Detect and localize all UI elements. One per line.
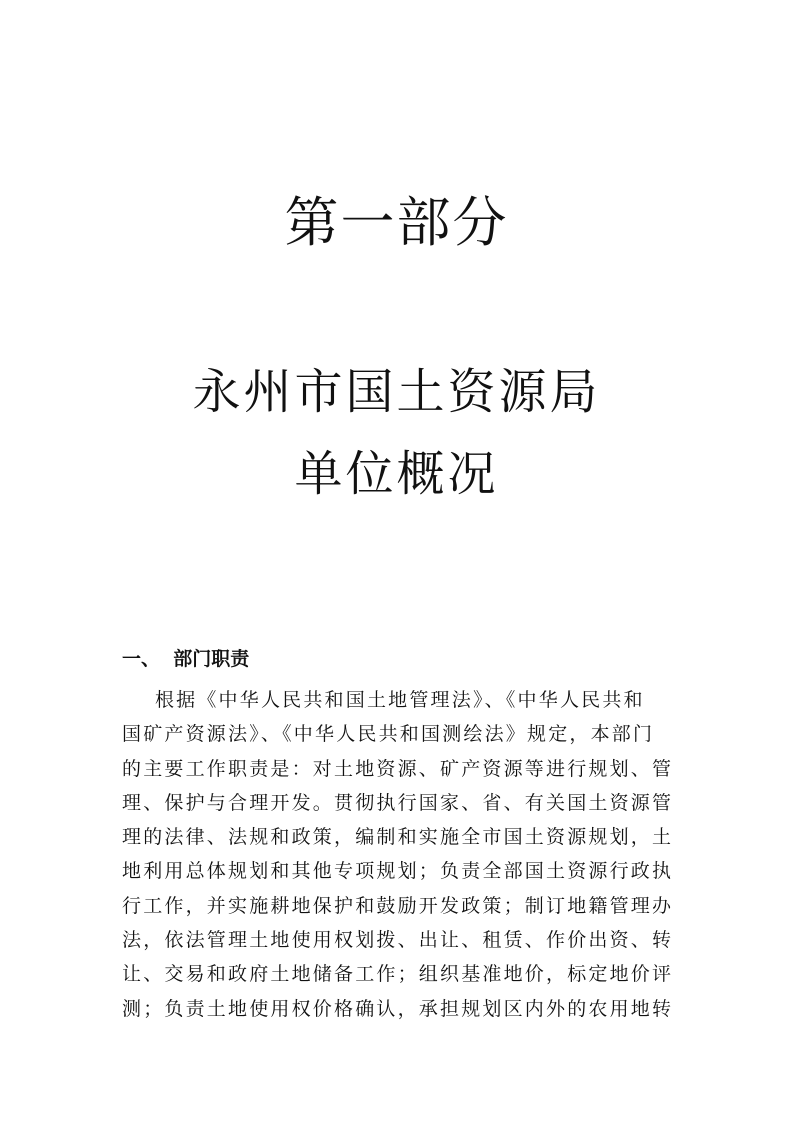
paragraph-line: 让、交易和政府土地储备工作；组织基准地价，标定地价评 (122, 963, 674, 986)
paragraph-line: 测；负责土地使用权价格确认，承担规划区内外的农用地转 (122, 997, 674, 1020)
duties-paragraph (122, 683, 678, 1026)
paragraph-line: 法，依法管理土地使用权划拨、出让、租赁、作价出资、转 (122, 929, 674, 952)
paragraph-line: 的主要工作职责是：对土地资源、矿产资源等进行规划、管 (122, 757, 674, 780)
unit-title-line2: 单位概况 (294, 446, 499, 502)
paragraph-line: 国矿产资源法》、《中华人民共和国测绘法》规定，本部门 (122, 723, 655, 746)
paragraph-line: 根据《中华人民共和国土地管理法》、《中华人民共和 (122, 689, 645, 711)
part-title: 第一部分 (284, 191, 509, 254)
section-heading-duties: 一、 部门职责 (122, 648, 250, 670)
paragraph-line: 行工作，并实施耕地保护和鼓励开发政策；制订地籍管理办 (122, 894, 674, 917)
paragraph-line: 地利用总体规划和其他专项规划；负责全部国土资源行政执 (122, 860, 674, 883)
paragraph-line: 理、保护与合理开发。贯彻执行国家、省、有关国土资源管 (122, 791, 674, 814)
unit-title-line1: 永州市国土资源局 (192, 364, 601, 420)
paragraph-line: 理的法律、法规和政策，编制和实施全市国土资源规划，土 (122, 826, 674, 849)
